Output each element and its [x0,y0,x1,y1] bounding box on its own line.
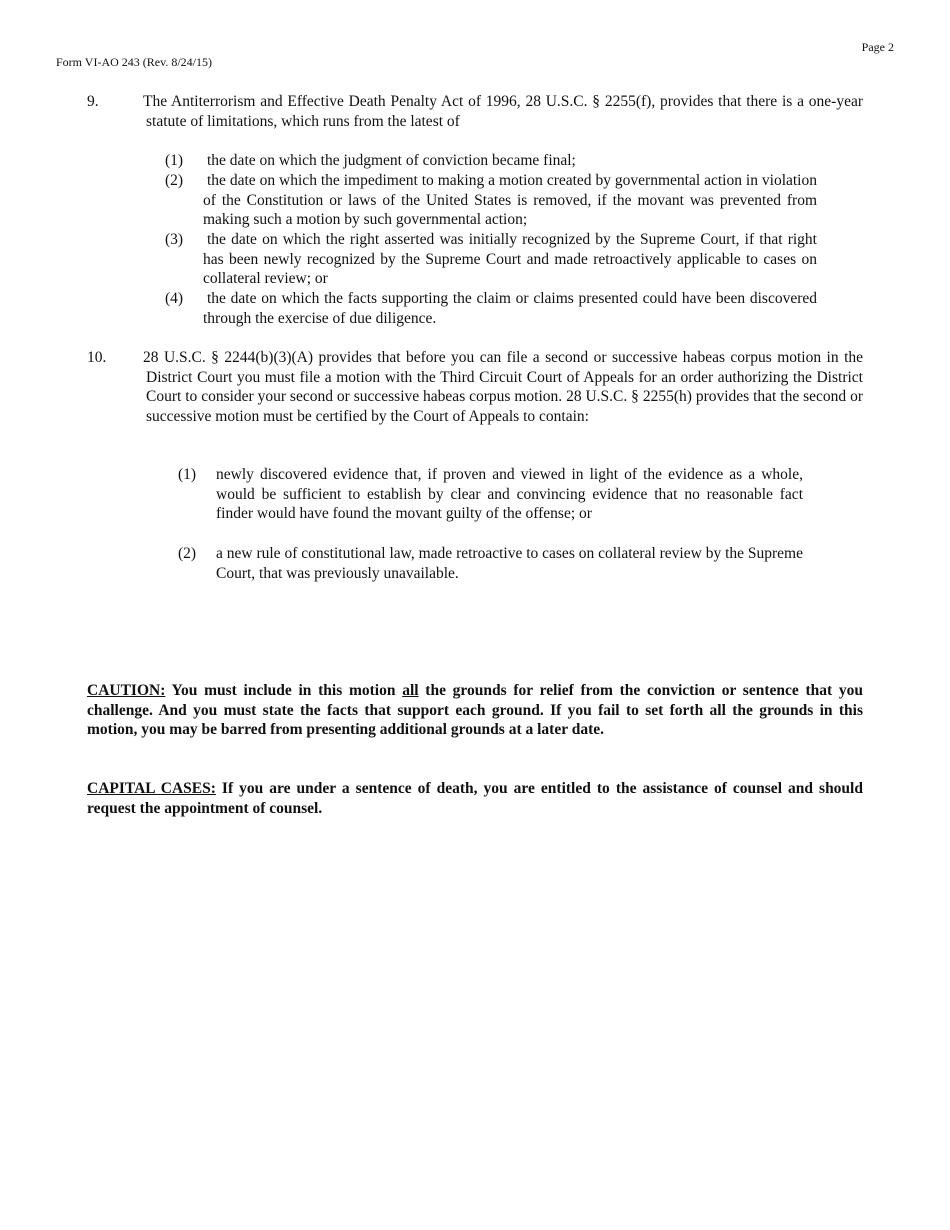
item-10-number: 10. [87,349,107,366]
item-9-sub-4-text: the date on which the facts supporting the claim or claims presented could have been discovered through the exercise of due diligence. [203,290,817,327]
caution-emphasis: all [402,682,419,699]
item-10-intro: 28 U.S.C. § 2244(b)(3)(A) provides that before you can file a second or successive habeas corpus motion in the District Court you must file a motion with the Third Circuit Court of Appeals for an order authorizing the District Court to consider your second or successive habeas corpus motion. 28 U.S.C. § 2255(h) provides that the second or successive motion must be certified by the Court of Appeals to contain: [143,349,863,425]
caution-notice [87,681,863,740]
item-9-sub-3-label: (3) [165,231,184,248]
item-9-sub-2-text: the date on which the impediment to making a motion created by governmental action in violation of the Constitution or laws of the United States is removed, if the movant was prevented from making such a motion by such governmental action; [203,172,817,228]
item-9-number: 9. [87,93,99,110]
item-10-sub-1-text: newly discovered evidence that, if proven and viewed in light of the evidence as a whole, would be sufficient to establish by clear and convincing evidence that no reasonable fact finder would have found the movant guilty of the offense; or [216,466,803,522]
item-10-sub-2-label: (2) [178,545,197,562]
item-9-sub-2-label: (2) [165,172,184,189]
item-9-sub-1-text: the date on which the judgment of conviction became final; [207,152,576,169]
item-10-sub-2-text: a new rule of constitutional law, made retroactive to cases on collateral review by the Supreme Court, that was previously unavailable. [216,545,803,582]
item-9-sub-1-label: (1) [165,152,184,169]
item-10-sub-1-label: (1) [178,466,197,483]
form-identifier: Form VI-AO 243 (Rev. 8/24/15) [56,55,212,69]
page-number: Page 2 [861,40,894,54]
caution-text-before: You must include in this motion [165,682,403,699]
item-9-intro: The Antiterrorism and Effective Death Penalty Act of 1996, 28 U.S.C. § 2255(f), provides that there is a one-year statute of limitations, which runs from the latest of [143,93,863,130]
capital-cases-notice [87,779,863,818]
caution-label: CAUTION: [87,682,166,699]
capital-cases-label: CAPITAL CASES: [87,780,216,797]
item-9-sub-3-text: the date on which the right asserted was initially recognized by the Supreme Court, if that right has been newly recognized by the Supreme Court and made retroactively applicable to cases on collateral review; or [203,231,817,287]
caution-text-after: the grounds for relief from the conviction or sentence that you challenge. And you must state the facts that support each ground. If you fail to set forth all the grounds in this motion, you may be barred from presenting additional grounds at a later date. [87,682,863,738]
item-9-sub-4-label: (4) [165,290,184,307]
capital-cases-text: If you are under a sentence of death, you are entitled to the assistance of counsel and should request the appointment of counsel. [87,780,863,817]
